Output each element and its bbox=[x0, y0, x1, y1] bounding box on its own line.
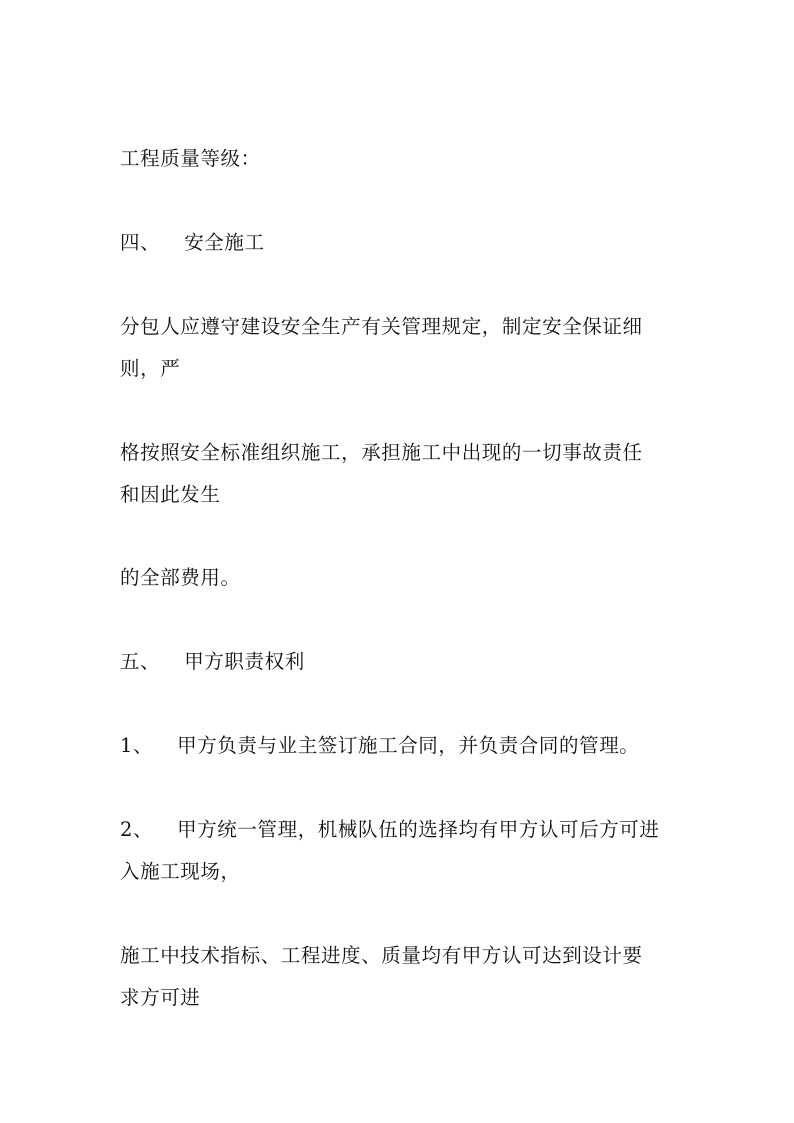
paragraph-line: 施工中技术指标、工程进度、质量均有甲方认可达到设计要 bbox=[120, 944, 643, 967]
paragraph-line: 格按照安全标准组织施工，承担施工中出现的一切事故责任 bbox=[120, 441, 643, 464]
section-4-heading bbox=[120, 222, 676, 264]
paragraph-line: 的全部费用。 bbox=[120, 566, 241, 589]
list-item-2-text-line1: 甲方统一管理，机械队伍的选择均有甲方认可后方可进 bbox=[177, 818, 660, 841]
section-5-title: 甲方职责权利 bbox=[184, 650, 305, 673]
paragraph-line: 分包人应遵守建设安全生产有关管理规定，制定安全保证细 bbox=[120, 315, 643, 338]
section-4-title: 安全施工 bbox=[184, 231, 265, 254]
list-item-2-continuation bbox=[120, 935, 676, 1019]
quality-grade-line bbox=[120, 138, 676, 180]
section-5-number: 五、 bbox=[120, 650, 161, 673]
paragraph-line: 则，严 bbox=[120, 357, 181, 380]
list-item-2-number: 2、 bbox=[120, 818, 154, 841]
list-item-2 bbox=[120, 809, 676, 893]
section-4-number: 四、 bbox=[120, 231, 161, 254]
section-4-paragraph-2 bbox=[120, 432, 676, 516]
paragraph-line: 和因此发生 bbox=[120, 483, 221, 506]
section-4-paragraph-1 bbox=[120, 306, 676, 390]
list-item-2-text-line2: 入施工现场， bbox=[120, 860, 241, 883]
paragraph-line: 求方可进 bbox=[120, 986, 201, 1009]
section-4-paragraph-3 bbox=[120, 557, 676, 599]
quality-grade-text: 工程质量等级： bbox=[120, 147, 261, 170]
list-item-1-number: 1、 bbox=[120, 734, 154, 757]
list-item-1 bbox=[120, 725, 676, 767]
section-5-heading bbox=[120, 641, 676, 683]
list-item-1-text: 甲方负责与业主签订施工合同，并负责合同的管理。 bbox=[177, 734, 640, 757]
